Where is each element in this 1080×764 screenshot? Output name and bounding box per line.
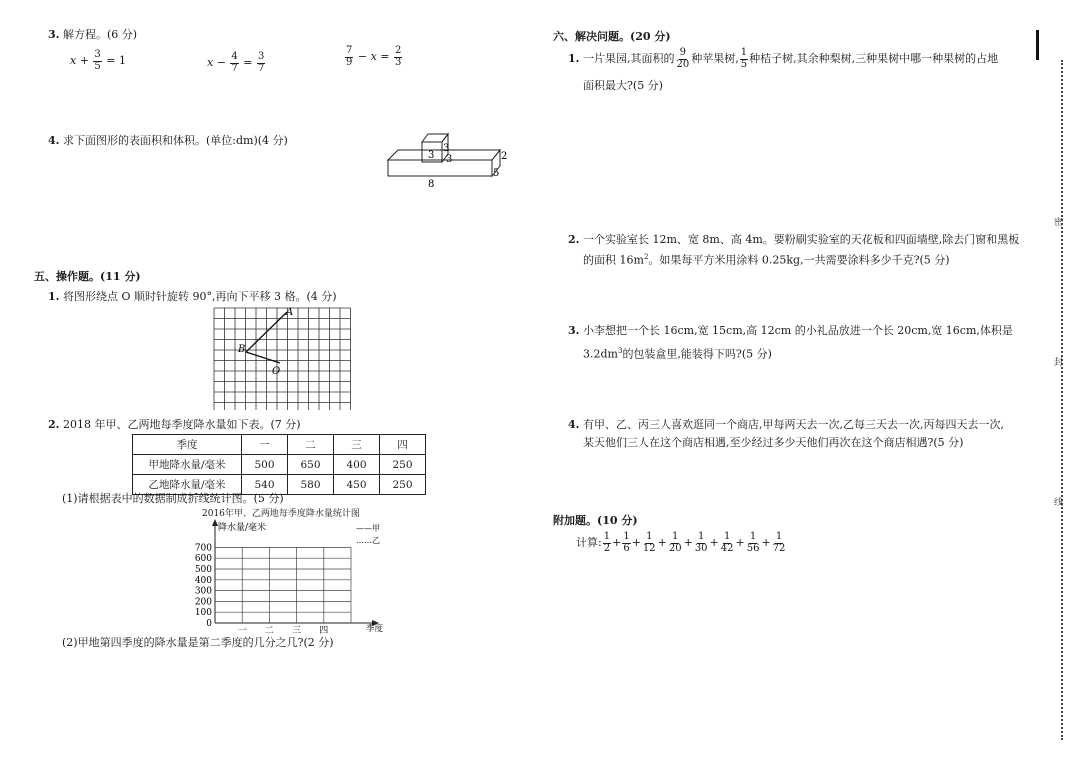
box-height-label: 2 [501, 151, 508, 162]
y-tick-label: 500 [194, 565, 212, 575]
blank-line-chart [180, 518, 400, 634]
x-tick-label: 三 [292, 626, 302, 634]
table-cell: 400 [334, 455, 380, 475]
section5-q1-title: 1. 将图形绕点 O 顺时针旋转 90°,再向下平移 3 格。(4 分) [48, 290, 337, 303]
bonus-fraction: $\frac{1}{42}$ [720, 531, 734, 554]
table-cell: 540 [242, 475, 288, 495]
table-header-cell: 四 [380, 435, 426, 455]
legend-yi: ……乙 [356, 536, 380, 545]
section6-q1: 1. 一片果园,其面积的 $\frac{9}{20}$ 种苹果树, $\frac{1}{5}$ 种桔子树,其余种梨树,三种果树中哪一种果树的占地 [568, 47, 999, 70]
table-cell: 250 [380, 455, 426, 475]
table-header-row [133, 435, 426, 455]
table-header-cell: 一 [242, 435, 288, 455]
cube-top [422, 134, 448, 142]
section6-q4-line2: 某天他们三人在这个商店相遇,至少经过多少天他们再次在这个商店相遇?(5 分) [583, 436, 964, 449]
bonus-title: 附加题。(10 分) [553, 514, 638, 527]
y-tick-label: 300 [194, 586, 212, 597]
rainfall-table [132, 434, 426, 495]
y-tick-label: 0 [206, 619, 212, 629]
cube-label-a: 3 [428, 150, 435, 161]
equation-1: x + $\frac{3}{5}$ = 1 [70, 49, 127, 72]
seal-char-3: 线 [1054, 498, 1064, 508]
y-tick-label: 400 [194, 575, 212, 586]
seal-char-1: 密 [1054, 218, 1064, 228]
plus-sign: + [683, 536, 693, 549]
bonus-fraction: $\frac{1}{20}$ [668, 531, 682, 554]
plus-sign: + [657, 536, 667, 549]
table-cell: 580 [288, 475, 334, 495]
seal-char-2: 封 [1054, 358, 1064, 368]
plus-sign: + [735, 536, 745, 549]
table-row [133, 455, 426, 475]
table-cell: 650 [288, 455, 334, 475]
plus-sign: + [631, 536, 641, 549]
cube-label-c: 3 [446, 154, 453, 165]
section6-q4-line1: 4. 有甲、乙、丙三人喜欢逛同一个商店,甲每两天去一次,乙每三天去一次,丙每四天去一次, [568, 418, 1004, 431]
bonus-fraction: $\frac{1}{56}$ [746, 531, 760, 554]
section5-q2-sub1: (1)请根据表中的数据制成折线统计图。(5 分) [62, 492, 284, 505]
table-cell: 甲地降水量/毫米 [133, 455, 242, 475]
question-4-title: 4. 求下面图形的表面积和体积。(单位:dm)(4 分) [48, 134, 288, 147]
table-cell: 250 [380, 475, 426, 495]
table-cell: 乙地降水量/毫米 [133, 475, 242, 495]
section6-q2-line2: 的面积 $16m^2$。如果每平方米用涂料 0.25kg,一共需要涂料多少千克?(5 分) [583, 253, 950, 267]
y-tick-label: 700 [194, 543, 212, 554]
y-axis-label: 降水量/毫米 [218, 523, 267, 533]
section6-q3-line1: 3. 小李想把一个长 16cm,宽 15cm,高 12cm 的小礼品放进一个长 20cm,宽 16cm,体积是 [568, 324, 1013, 337]
box-width-label: 5 [493, 168, 500, 179]
seal-dotted-line [1061, 60, 1063, 740]
section-6-title: 六、解决问题。(20 分) [553, 30, 671, 43]
point-a-label: A [286, 307, 294, 318]
y-tick-label: 200 [194, 597, 212, 608]
bonus-fraction: $\frac{1}{30}$ [694, 531, 708, 554]
section6-q1-line2: 面积最大?(5 分) [583, 79, 663, 92]
x-tick-label: 一 [237, 626, 247, 634]
section5-q2-sub2: (2)甲地第四季度的降水量是第二季度的几分之几?(2 分) [62, 636, 334, 649]
question-3-title: 3. 解方程。(6 分) [48, 28, 138, 41]
plus-sign: + [612, 536, 622, 549]
point-b-label: B [238, 344, 246, 355]
bonus-fraction: $\frac{1}{72}$ [772, 531, 786, 554]
table-header-cell: 季度 [133, 435, 242, 455]
section6-q2-line1: 2. 一个实验室长 12m、宽 8m、高 4m。要粉刷实验室的天花板和四面墙壁,除去门窗和黑板 [568, 233, 1020, 246]
cuboid-figure [380, 128, 510, 190]
equation-3: $\frac{7}{9}$ − x = $\frac{2}{3}$ [346, 45, 402, 68]
table-cell: 450 [334, 475, 380, 495]
x-tick-label: 四 [319, 626, 329, 634]
rotation-grid [212, 306, 352, 410]
table-header-cell: 三 [334, 435, 380, 455]
plus-sign: + [709, 536, 719, 549]
plus-sign: + [761, 536, 771, 549]
box-length-label: 8 [428, 179, 435, 190]
margin-mark [1036, 30, 1039, 60]
chart-title: 2016年甲、乙两地每季度降水量统计图 [202, 509, 360, 519]
point-o-label: O [272, 366, 281, 377]
equation-2: x − $\frac{4}{7}$ = $\frac{3}{7}$ [207, 51, 265, 74]
section5-q2-title: 2. 2018 年甲、乙两地每季度降水量如下表。(7 分) [48, 418, 301, 431]
bonus-fraction: $\frac{1}{2}$ [603, 531, 611, 554]
table-header-cell: 二 [288, 435, 334, 455]
x-tick-label: 二 [264, 626, 274, 634]
section6-q3-line2: $3.2dm^3$的包装盒里,能装得下吗?(5 分) [583, 347, 772, 361]
cube-label-b: 3 [443, 143, 450, 154]
bonus-fraction: $\frac{1}{6}$ [623, 531, 630, 554]
segment-bo [246, 352, 280, 363]
bonus-calculation: 计算: $\frac{1}{2}$ + $\frac{1}{6}$ + $\frac{1}{12}$ + $\frac{1}{20}$ + $\frac{1}{30}$ + $\frac{1}{42}$ + $\frac{1}{56}$ + $\frac{1}{72}$ [576, 531, 786, 554]
table-cell: 500 [242, 455, 288, 475]
legend-jia: ——甲 [356, 524, 380, 533]
x-axis-label: 季度 [366, 624, 384, 634]
y-tick-label: 600 [194, 554, 212, 565]
bonus-fraction: $\frac{1}{12}$ [642, 531, 656, 554]
section-5-title: 五、操作题。(11 分) [34, 270, 141, 283]
y-tick-label: 100 [194, 608, 212, 619]
